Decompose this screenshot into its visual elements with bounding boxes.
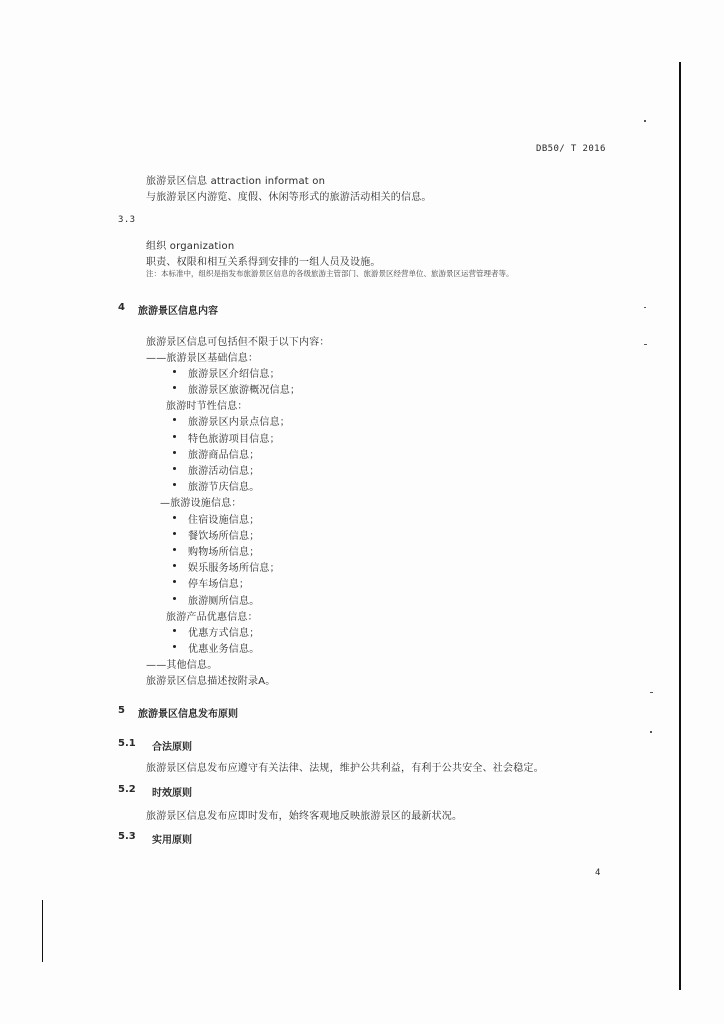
- subsection-title: 时效原则: [152, 788, 192, 799]
- list-item: 旅游商品信息；: [188, 450, 260, 461]
- bullet-icon: [173, 418, 176, 421]
- bullet-icon: [173, 645, 176, 648]
- bullet-icon: [173, 370, 176, 373]
- subsection-number: 5.3: [118, 831, 136, 842]
- list-item: 特色旅游项目信息；: [188, 434, 280, 445]
- term-definition: 与旅游景区内游览、度假、休闲等形式的旅游活动相关的信息。: [146, 192, 432, 203]
- list-item: 旅游活动信息；: [188, 466, 260, 477]
- list-item: 娱乐服务场所信息；: [188, 563, 280, 574]
- bullet-icon: [173, 386, 176, 389]
- scan-border-left: [42, 900, 43, 962]
- scan-speck: [650, 731, 652, 733]
- bullet-icon: [173, 580, 176, 583]
- section-title: 旅游景区信息内容: [138, 306, 218, 317]
- subsection-number: 5.2: [118, 784, 136, 795]
- list-item: 旅游景区介绍信息；: [188, 369, 280, 380]
- section-title: 旅游景区信息发布原则: [138, 709, 238, 720]
- bullet-icon: [173, 597, 176, 600]
- list-item: 优惠方式信息；: [188, 628, 260, 639]
- list-item: 旅游节庆信息。: [188, 482, 260, 493]
- subsection-number: 5.1: [118, 738, 136, 749]
- bullet-icon: [173, 435, 176, 438]
- list-item: 餐饮场所信息；: [188, 531, 260, 542]
- subsection-title: 合法原则: [152, 742, 192, 753]
- bullet-icon: [173, 532, 176, 535]
- bullet-icon: [173, 483, 176, 486]
- term-note: 注：本标准中，组织是指发布旅游景区信息的各级旅游主管部门、旅游景区经营单位、旅游景区运营管理者等。: [146, 269, 514, 278]
- scan-border-right: [679, 62, 681, 990]
- term-title: 旅游景区信息 attraction informat on: [146, 176, 326, 187]
- bullet-icon: [173, 467, 176, 470]
- list-item: 旅游厕所信息。: [188, 596, 260, 607]
- term-definition: 职责、权限和相互关系得到安排的一组人员及设施。: [146, 257, 381, 268]
- bullet-icon: [173, 451, 176, 454]
- scan-speck: [644, 307, 646, 308]
- subsection-body: 旅游景区信息发布应即时发布，始终客观地反映旅游景区的最新状况。: [146, 811, 463, 822]
- section-number: 5: [118, 705, 125, 716]
- standard-code: DB50/ T 2016: [536, 144, 606, 154]
- clause-number: 3.3: [118, 215, 136, 225]
- bullet-icon: [173, 564, 176, 567]
- list-item: 购物场所信息；: [188, 547, 260, 558]
- list-group-label: 旅游时节性信息：: [166, 401, 248, 412]
- scan-speck: [644, 120, 646, 122]
- scan-speck: [650, 692, 653, 693]
- section-closing: 旅游景区信息描述按附录A。: [146, 676, 276, 687]
- section-number: 4: [118, 302, 125, 313]
- list-group-label: ——旅游景区基础信息：: [146, 353, 259, 364]
- list-group-label: —旅游设施信息：: [160, 498, 242, 509]
- list-item: 住宿设施信息；: [188, 515, 260, 526]
- subsection-body: 旅游景区信息发布应遵守有关法律、法规，维护公共利益，有利于公共安全、社会稳定。: [146, 763, 544, 774]
- section-intro: 旅游景区信息可包括但不限于以下内容：: [146, 337, 330, 348]
- subsection-title: 实用原则: [152, 835, 192, 846]
- list-group-label: 旅游产品优惠信息：: [166, 612, 258, 623]
- bullet-icon: [173, 516, 176, 519]
- page-number: 4: [595, 868, 601, 878]
- term-title: 组织 organization: [146, 241, 235, 252]
- list-item: 停车场信息；: [188, 579, 250, 590]
- list-item-other: ——其他信息。: [146, 660, 218, 671]
- scan-speck: [644, 344, 647, 345]
- bullet-icon: [173, 548, 176, 551]
- list-item: 优惠业务信息。: [188, 644, 260, 655]
- list-item: 旅游景区旅游概况信息；: [188, 385, 301, 396]
- list-item: 旅游景区内景点信息；: [188, 417, 290, 428]
- bullet-icon: [173, 629, 176, 632]
